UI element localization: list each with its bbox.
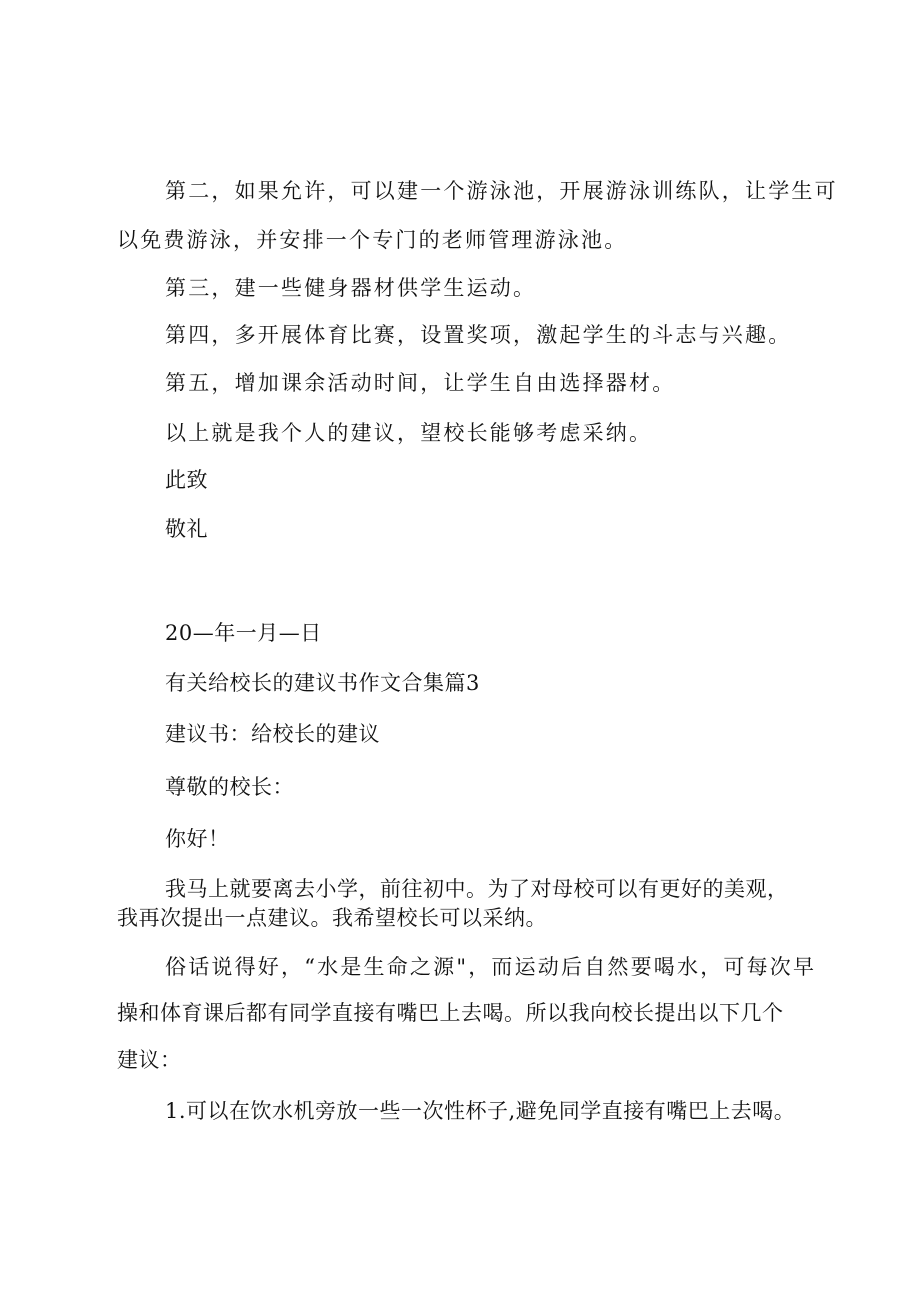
paragraph-line: 第五，增加课余活动时间，让学生自由选择器材。	[165, 371, 676, 395]
letter-hello: 你好！	[165, 827, 230, 851]
paragraph-line: 第二，如果允许，可以建一个游泳池，开展游泳训练队，让学生可	[165, 179, 838, 203]
paragraph-line: 我马上就要离去小学，前往初中。为了对母校可以有更好的美观，	[165, 877, 789, 901]
closing-salutation: 此致	[165, 468, 208, 492]
paragraph-line: 第三，建一些健身器材供学生运动。	[165, 276, 537, 300]
date-line: 20—年一月—日	[165, 621, 322, 645]
paragraph-line: 建议：	[117, 1048, 182, 1072]
letter-greeting: 尊敬的校长：	[165, 775, 294, 799]
paragraph-line: 俗话说得好，“水是生命之源"，而运动后自然要喝水，可每次早	[165, 955, 817, 979]
paragraph-line: 操和体育课后都有同学直接有嘴巴上去喝。所以我向校长提出以下几个	[117, 1001, 784, 1025]
paragraph-line: 第四，多开展体育比赛，设置奖项，激起学生的斗志与兴趣。	[165, 323, 792, 347]
closing-regards: 敬礼	[165, 517, 208, 541]
letter-subject: 建议书：给校长的建议	[165, 722, 380, 746]
paragraph-line: 以免费游泳，并安排一个专门的老师管理游泳池。	[117, 228, 628, 252]
paragraph-line: 我再次提出一点建议。我希望校长可以采纳。	[117, 906, 547, 930]
list-item: 1.可以在饮水机旁放一些一次性杯子,避免同学直接有嘴巴上去喝。	[165, 1099, 796, 1123]
paragraph-line: 以上就是我个人的建议，望校长能够考虑采纳。	[165, 421, 653, 445]
section-title: 有关给校长的建议书作文合集篇3	[165, 671, 480, 695]
